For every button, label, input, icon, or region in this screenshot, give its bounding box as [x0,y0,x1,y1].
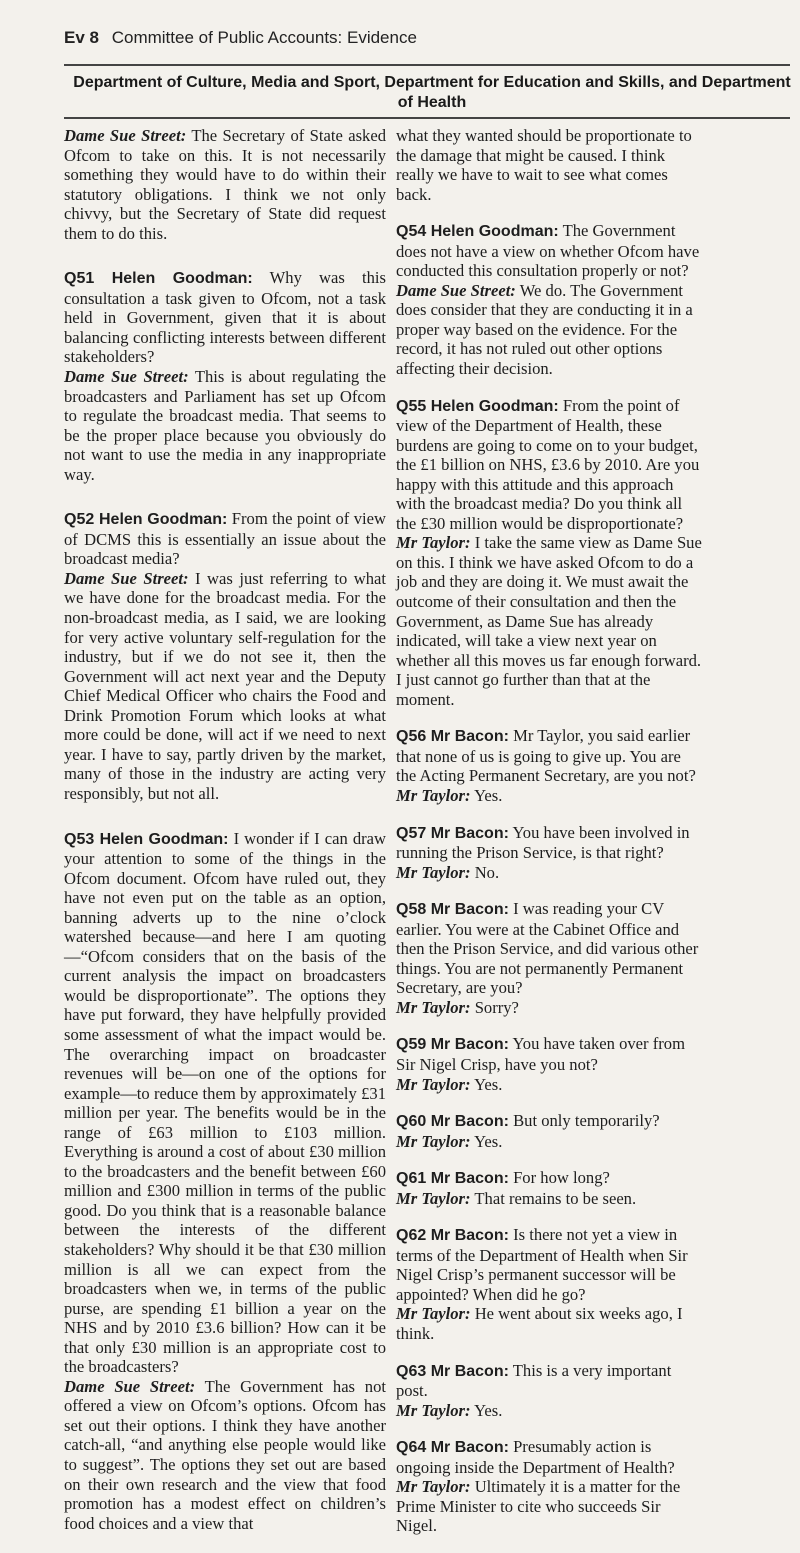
speaker-label: Dame Sue Street: [64,367,189,387]
answer-text: Sorry? [474,997,519,1017]
answer [64,367,386,484]
question [396,396,702,534]
speaker-label: Mr Taylor: [396,1400,471,1420]
answer-text: I was just referring to what we have done for the broadcast media. For the non-broadcast media, as I said, we are looking for very active voluntary self-regulation for the industry, but if we do not see it, then the Government will act next year and the Deputy Chief Medical Officer who chairs the Food and Drink Promotion Forum which looks at what more could be done, will act if we need to next year. I have to say, partly driven by the market, many of those in the industry are acting very responsibly, but not all. [64,568,386,803]
answer [396,1304,702,1343]
question-label: Q61 Mr Bacon: [396,1170,509,1188]
question [396,1225,702,1304]
answer-text: This is about regulating the broadcasters and Parliament has set up Ofcom to regulate the broadcast media. That seems to be the proper place because you obviously do not want to use the media in any inappropriate way. [64,367,387,484]
speaker-label: Mr Taylor: [396,862,471,882]
running-head-title: Committee of Public Accounts: Evidence [111,28,417,47]
question-text: Why was this consultation a task given to Ofcom, not a task held in Government, given that it is about balancing conflicting interests between different stakeholders? [64,268,386,367]
answer [396,1477,702,1536]
answer-text: He went about six weeks ago, I think. [396,1304,683,1343]
answer-text: Yes. [474,1131,503,1151]
question-label: Q62 Mr Bacon: [396,1227,509,1245]
bottom-rule [64,117,790,119]
speaker-label: Mr Taylor: [396,997,471,1017]
question-label: Q53 Helen Goodman: [64,830,229,848]
question [396,1168,702,1189]
question-text: I was reading your CV earlier. You were at the Cabinet Office and then the Prison Service, and did various other things. You are not permanently Permanent Secretary, are you? [396,899,699,998]
speaker-label: Mr Taylor: [396,1074,471,1094]
page-number: Ev 8 [64,28,99,47]
question-text: Presumably action is ongoing inside the Department of Health? [396,1437,675,1477]
question-label: Q60 Mr Bacon: [396,1113,509,1131]
answer [396,1189,702,1209]
question-text: I wonder if I can draw your attention to some of the things in the Ofcom document. Ofcom have ruled out, they have not even put on the table as an option, banning adverts up to the nine o’clock watershed because—and here I am quoting—“Ofcom considers that on the basis of the current analysis the impact on broadcasters would be disproportionate”. The options they have put forward, they have helpfully provided some assessment of what the impact would be. The overarching impact on broadcaster revenues will be—on one of the options for example—to reduce them by approximately £31 million per year. The benefits would be in the range of £63 million to £103 million. Everything is around a cost of about £30 million to the broadcasters and the benefit between £60 million and £300 million in terms of the public good. Do you think that is a reasonable balance between the interests of the different stakeholders? Why should it be that £30 million million is all we can expect from the broadcasters when we, in terms of the public purse, are spending £1 billion a year on the NHS and by 2010 £3.6 billion? How can it be that only £30 million is an appropriate cost to the broadcasters? [64,828,386,1377]
answer-text: Ultimately it is a matter for the Prime Minister to cite who succeeds Sir Nigel. [396,1477,681,1536]
question-text: The Government does not have a view on whether Ofcom have conducted this consultation properly or not? [396,221,700,281]
question-label: Q64 Mr Bacon: [396,1439,509,1457]
speaker-label: Mr Taylor: [396,785,471,805]
question-text: Is there not yet a view in terms of the Department of Health when Sir Nigel Crisp’s permanent successor will be appointed? When did he go? [396,1225,688,1304]
speaker-label: Mr Taylor: [396,1131,471,1151]
paragraph [64,126,386,243]
question-text: You have taken over from Sir Nigel Crisp, have you not? [396,1034,685,1074]
question-label: Q57 Mr Bacon: [396,824,509,842]
answer-text: No. [474,862,500,882]
speaker-label: Dame Sue Street: [64,126,187,145]
question [396,1034,702,1074]
paragraph [396,126,702,204]
question-label: Q59 Mr Bacon: [396,1036,509,1054]
answer [396,1401,702,1421]
paragraph-text: what they wanted should be proportionate to the damage that might be caused. I think really we have to wait to see what comes back. [396,126,692,204]
question-label: Q63 Mr Bacon: [396,1362,509,1380]
answer [396,786,702,806]
answer [64,1377,386,1533]
answer-text: Yes. [474,1400,503,1420]
speaker-label: Dame Sue Street: [396,280,516,300]
question-label: Q51 Helen Goodman: [64,270,253,288]
question [396,726,702,786]
right-column [396,126,702,1553]
question-text: For how long? [513,1168,610,1188]
question [396,1361,702,1401]
question-text: From the point of view of DCMS this is essentially an issue about the broadcast media? [64,509,386,569]
answer-text: Yes. [474,785,503,805]
question [396,823,702,863]
answer [396,1132,702,1152]
question-label: Q58 Mr Bacon: [396,901,509,919]
question-text: This is a very important post. [396,1360,672,1401]
speaker-label: Dame Sue Street: [64,1376,196,1396]
running-head [64,28,417,48]
speaker-label: Dame Sue Street: [64,568,189,588]
answer [396,863,702,883]
question-text: You have been involved in running the Prison Service, is that right? [396,822,690,863]
answer [396,1075,702,1095]
answer [396,533,702,709]
answer [396,998,702,1018]
department-title: Department of Culture, Media and Sport, Department for Education and Skills, and Department of Health [73,74,791,111]
question-text: From the point of view of the Department of Health, these burdens are going to come on to your budget, the £1 billion on NHS, £3.6 by 2010. Are you happy with this attitude and this approach with the broadcast media? Do you think all the £30 million would be disproportionate? [396,395,700,533]
left-column [64,126,386,1550]
answer-text: The Government has not offered a view on Ofcom’s options. Ofcom has set out their options. I think they have another catch-all, “and anything else people would like to suggest”. The options they set out are based on their own research and the view that food promotion has a modest effect on children’s food choices and a view that [64,1376,386,1533]
answer [64,569,386,804]
question-text: Mr Taylor, you said earlier that none of us is going to give up. You are the Acting Permanent Secretary, are you not? [396,726,696,786]
question [64,268,386,367]
question [396,221,702,281]
question [396,1437,702,1477]
question-label: Q52 Helen Goodman: [64,511,228,529]
question-label: Q54 Helen Goodman: [396,223,559,241]
question-text: But only temporarily? [513,1111,660,1131]
speaker-label: Mr Taylor: [396,1188,471,1208]
answer-text: I take the same view as Dame Sue on this. I think we have asked Ofcom to do a job and they are doing it. We must await the outcome of their consultation and then the Government, as Dame Sue has already indicated, will take a view next year on whether all this moves us far enough forward. I just cannot go further than that at the moment. [396,533,702,709]
answer-text: Yes. [474,1074,503,1094]
speaker-label: Mr Taylor: [396,1304,471,1324]
question [396,899,702,998]
question [64,509,386,569]
speaker-label: Mr Taylor: [396,533,471,553]
question [396,1111,702,1132]
answer-text: That remains to be seen. [474,1188,637,1208]
question-label: Q56 Mr Bacon: [396,728,509,746]
top-rule [64,64,790,66]
question [64,829,386,1377]
question-label: Q55 Helen Goodman: [396,397,559,415]
answer-text: We do. The Government does consider that they are conducting it in a proper way based on the evidence. For the record, it has not ruled out other options affecting their decision. [396,280,693,379]
paragraph-text: The Secretary of State asked Ofcom to take on this. It is not necessarily something they would have to do within their statutory obligations. I think we not only chivvy, but the Secretary of State did request them to do this. [64,126,386,243]
speaker-label: Mr Taylor: [396,1477,471,1497]
answer [396,281,702,379]
